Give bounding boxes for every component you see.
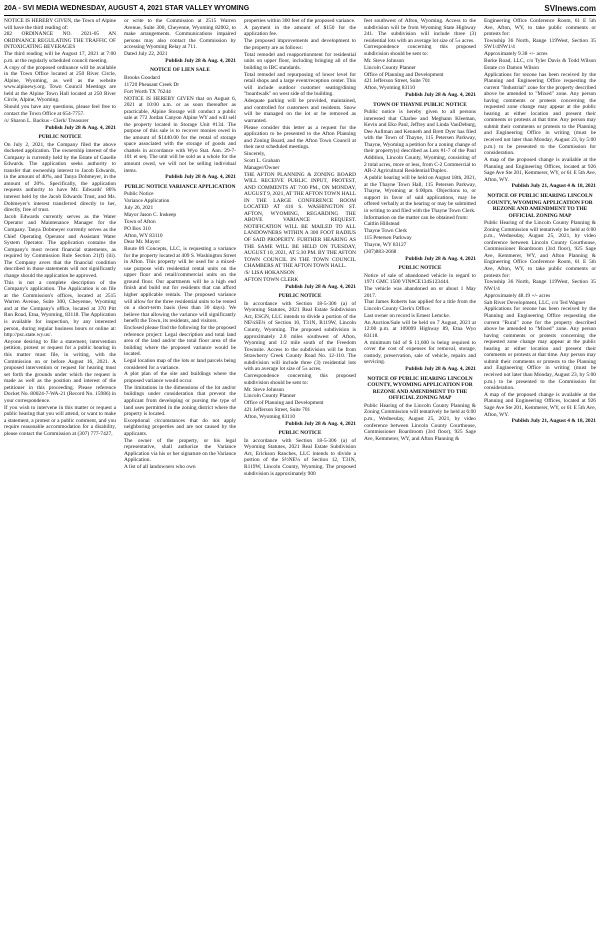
publish-line: Publish July 28 & Aug. 4, 2021 [165, 57, 236, 64]
column-2 [124, 18, 236, 925]
notice-paragraph: On July 2, 2021, the Company filed the above docketed application. The ownership interest of the Company is currently held by the Estate of Gaselle Edwards. The application seeks authority to transfer that ownership interest to Jacob Edwards, in the amount of 40%, and Tanya Dobmeyer, in the amount of 20%. Specifically, the application requests authority to have Mr. Edwards' 80% interest held by the Jacob Edwards Trust, and Ms. Dobmeyer's interest transferred directly to her, directly, free of trust. [4, 141, 116, 214]
notice-paragraph: Adequate parking will be provided, maintained, and controlled for customers and residents. Snow will be managed on the lot or be removed as warranted. [244, 98, 356, 124]
notice-paragraph: The owner of the property, or his legal representative, shall authorize the Variance Application via his or her signature on the Variance Application. [124, 437, 236, 464]
notice-paragraph: A minimum bid of $ 11,600 is being required to cover the cost of expenses for removal, storage, custody, preservation, sale of vehicle, repairs and servicing. [364, 339, 476, 366]
notice-paragraph: (307)883-2668 [364, 248, 397, 255]
publish-line: Publish July 28 & Aug. 4, 2021 [285, 283, 356, 290]
notice-paragraph: NOTICE IS HEREBY GIVEN, the Town of Alpine will have the third reading of: [4, 18, 116, 31]
notice-paragraph: THE AFTON PLANNING & ZONING BOARD WILL RECEIVE PUBLIC INPUT, PROTEST, AND COMMENTS AT 7:00 PM., ON MONDAY, AUGUST 9, 2021, AT THE AFTON TOWN HALL IN THE LARGE CONFERENCE ROOM LOCATED AT 416 S. WASHINGTON ST. AFTON, WYOMING, REGARDING THE ABOVE VARIANCE REQUEST. NOTIFICATION WILL BE MAILED TO ALL LANDOWNERS WITHIN A 300 FOOT RADIUS OF SAID PROPERTY. FURTHER HEARING AS THE SAME WILL BE HELD ON TUESDAY, AUGUST 10, 2021, AT 5:30 PM. BY THE AFTON TOWN COUNCIL IN THE TOWN COUNCIL CHAMBERS AT THE AFTON TOWN HALL. [244, 171, 356, 270]
notice-paragraph: Manager/Owner [244, 164, 280, 171]
notice-paragraph: Burke Road, LLC, c/o Tyler Davis & Todd Wilson Estate c/o Damon Wilson [484, 58, 596, 71]
notice-paragraph: Public notice is hereby given to all persons interested that Charlee and Meghann Kleeman, Kevin and Eko Paul, Jeffrey and Linda VanDeburg, Dee Aullman and Kenneth and Brett Dyer has filed with the Town of Thayne, 115 Petersen Parkway, Thayne, Wyoming a petition for a zoning change of their property(s) described as Lots #1-7 of the Paul Addition, Lincoln County, Wyoming, consisting of 2 total acres, more or less, from C-2 Commercial to AR-2 Agricultural Residential/Duplex. [364, 109, 476, 175]
notice-paragraph: Last owner on record is Ernest Lemcke. [364, 312, 451, 319]
notice-paragraph: Anyone desiring to file a statement, intervention petition, protest or request for a public hearing in this matter must file, in writing, with the Commission on or before August 16, 2021. A proposed intervention or request for hearing must set forth the grounds under which the request is made as well as the position and interest of the petitioner in this proceeding. Please reference Docket No. 80024-7-WA-21 (Record No. 15986) in your correspondence. [4, 338, 116, 404]
notice-paragraph: properties within 300 feet of the proposed variance. [244, 18, 356, 24]
notice-paragraph: Mr. Steve Johnson [244, 386, 284, 393]
notice-paragraph: Dated July 22, 2021 [124, 51, 168, 58]
notice-paragraph: Approximately 48.19 +/- acres [484, 292, 551, 299]
notice-paragraph: or write to the Commission at 2515 Warren Avenue, Suite 300, Cheyenne, Wyoming 82002, to make arrangements. Communications impaired persons may also contact the Commission by accessing Wyoming Relay at 711. [124, 18, 236, 51]
notice-paragraph: /S/ LISA HOKANSON [244, 270, 295, 277]
notice-paragraph: In accordance with Section 18-5-306 (a) of Wyoming Statutes, 2021 Real Estate Subdivision Act, ESGN, LLC intends to divide a portion of the NE¼SE¼ of Section 10, T31N, R119W, Lincoln County, Wyoming. The proposed subdivision is approximately 2.0 miles southwest of Afton, Wyoming and 1/2 mile south of the Freedom Townsite. Access to the subdivision will be from Strawberry Creek County Road No. 12-110. The subdivision will include three (3) residential lots with an average lot size of 5± acres. [244, 300, 356, 373]
notice-paragraph: Scott L. Graham [244, 157, 280, 164]
notice-paragraph: The vehicle was abandoned on or about 1 May 2017. [364, 286, 476, 299]
notice-paragraph: 421 Jefferson Street, Suite 701 [364, 78, 431, 85]
notice-paragraph: 115 Petersen Parkway [364, 235, 412, 242]
notice-paragraph: AFTON TOWN CLERK [244, 276, 299, 283]
notice-heading: NOTICE OF PUBLIC HEARING LINCOLN COUNTY, WYOMING APPLICATION FOR REZONE AND AMENDMENT TO THE OFFICIAL ZONING MAP [367, 375, 473, 402]
notice-heading: TOWN OF THAYNE PUBLIC NOTICE [373, 101, 467, 108]
notice-paragraph: Information on the matter can be obtained from: [364, 214, 469, 221]
notice-paragraph: A map of the proposed change is available at the Planning and Engineering Offices, located at 926 Sage Ave Ste 201, Kemmerer, WY, or 61 E 5th Ave, Afton, WY. [484, 391, 596, 418]
notice-heading: NOTICE OF PUBLIC HEARING LINCOLN COUNTY, WYOMING APPLICATION FOR REZONE AND AMENDMENT TO THE OFFICIAL ZONING MAP [487, 193, 593, 219]
notice-heading: PUBLIC NOTICE [38, 134, 82, 141]
notice-paragraph: NOTICE IS HEREBY GIVEN that on August 6, 2021 at 10:00 a.m. or as soon thereafter as practicable, Alpine Storage will conduct a public sale at 772 Jordan Canyon Alpine WY and will sell the property located in Storage Unit #134. The purpose of this sale is to recover monies owed in the amount of $1440.00 for the rental of storage space associated with the storage of goods and chattels in accordance with Wyo Stat. Ann. 29-7-101 et seq. The unit will be sold as a whole for the amount owed, we will not be selling individual items. [124, 95, 236, 174]
notice-paragraph: Enclosed please find the following for the proposed reference project: Legal description and total land area of the land and/or the total floor area of the building where the proposed variance would be located. [124, 325, 236, 358]
notice-paragraph: Township 36 North, Range 119West, Section 35 SW1/4NW1/4 [484, 37, 596, 51]
notice-paragraph: This is not a complete description of the Company's application. The Application is on file at the Commission's offices, located at 2515 Warren Avenue, Suite 300, Cheyenne, Wyoming and at the Company's office, located at 370 Pitt Run Road, Etna, Wyoming, 83118. The Application is available for inspection, by any interested person, during regular business hours or online at: http://psc.state.wy.us/. [4, 279, 116, 339]
publish-line: Publish July 28 & Aug. 4, 2021 [405, 366, 476, 373]
header-site-name: SVInews.com [544, 3, 596, 13]
notice-paragraph: A public hearing will be held on August 18th, 2021, at the Thayne Town Hall, 115 Petersen Parkway, Thayne, Wyoming at 6:00pm. Objections to, or support in favor of said applications, may be offered verbally at the hearing or may be submitted in writing to and filed with the Thayne Town Clerk. [364, 174, 476, 214]
notice-heading: PUBLIC NOTICE VARIANCE APPLICATION [124, 183, 236, 190]
notice-paragraph: Exceptional circumstances that do not apply neighboring properties and are not caused by the applicants. [124, 417, 236, 437]
notice-paragraph: Thayne Town Clerk [364, 228, 407, 235]
notice-paragraph: A plot plan of the site and buildings where the proposed variance would occur. [124, 371, 236, 385]
notice-paragraph: Caitlin Hillstead [364, 221, 400, 228]
notice-paragraph: In accordance with Section 18-5-306 (a) of Wyoming Statutes, 2021 Real Estate Subdivision Act, Erickson Ranches, LLC intends to divide a portion of the S½NE¼ of Section 12, T31N, R119W, Lincoln County, Wyoming. The proposed subdivision is approximately 900 [244, 437, 356, 477]
column-1 [4, 18, 116, 925]
notice-paragraph: Correspondence concerning this proposed subdivision should be sent to: [364, 44, 476, 58]
notice-heading: PUBLIC NOTICE [398, 265, 442, 272]
notice-heading: PUBLIC NOTICE [278, 430, 322, 437]
column-3 [244, 18, 356, 925]
notice-paragraph: 282 ORDINANCE NO. 2021-05 AN ORDINANCE REGULATING THE TRAFFIC OF INTOXICATING BEVERAGES [4, 31, 116, 51]
publish-line: Publish July 28 & Aug. 4, 2021 [405, 92, 476, 99]
notice-paragraph: 421 Jefferson Street, Suite 701 [244, 407, 311, 414]
notice-paragraph: Lincoln County Planner [244, 393, 296, 400]
notice-paragraph: Sincerely, [244, 151, 266, 158]
notice-paragraph: Mayor Jason C. Inskeep [124, 211, 177, 218]
notice-paragraph: /s/ Sharon L. Backus - Clerk/ Treasurer [4, 117, 89, 124]
notice-paragraph: Total remodel and reapportionment for residential units on upper floor, including bringing all of the building to IBC standards. [244, 51, 356, 71]
column-5 [484, 18, 596, 925]
notice-paragraph: Variance Application [124, 198, 170, 205]
notice-paragraph: Applications for rezone has been received by the Planning and Engineering Office requesting the current "Rural" zone for the property described above be amended to "Mixed" zone. Any person having comments or protests concerning the requested zone change may appear at the public hearing at either location and present their comments or protests at that time. Any person may submit their comments or protests to the Planning and Engineering Office in writing (must be received not later than Monday, August 23, by 5:00 p.m.) to be presented to the Commission for consideration. [484, 306, 596, 392]
notice-paragraph: PO Box 310 [124, 225, 151, 232]
notice-paragraph: An Auction/Sale will be held on 7 August, 2021 at 12:00 p.m. at 109099 Highway 89, Etna Wyo 83118. [364, 319, 476, 339]
notice-paragraph: Should you have any questions, please feel free to contact the Town Office at 654-7757. [4, 104, 116, 117]
notice-paragraph: Correspondence concerning this proposed subdivision should be sent to: [244, 373, 356, 386]
notice-heading: PUBLIC NOTICE [278, 293, 322, 300]
notice-paragraph: Route 89 Concepts, LLC, is requesting a variance for the property located at 409 S. Washington Street in Afton. This property will be used for a mixed-use purpose with residential rental units on the upper floor and retail/commercial units on the ground floor. Our apartments will be a high end finish and build out for residents that can afford higher applicable rentals. The proposed variance will allow for the three residential units to be rented on a short-term basis (less than 30 days). We believe that allowing the variance will significantly benefit the Town, its residents, and visitors. [124, 246, 236, 325]
notice-paragraph: The third reading will be August 17, 2021 at 7:00 p.m. at the regularly scheduled council meeting. [4, 51, 116, 64]
notice-paragraph: Jacob Edwards currently serves as the Water Operator and Maintenance Manager for the Company. Tanya Dobmeyer currently serves as the Chief Operating Operator and Assistant Water System Operator. The application contains the Company's most recent financial statements, as required by Commission Rule Section 21(f) (iii). The Company avers that the financial condition described in those statements will not significantly change should the application be approved. [4, 213, 116, 279]
notice-heading: NOTICE OF LIEN SALE [150, 67, 210, 74]
notice-paragraph: Public Hearing of the Lincoln County Planning & Zoning Commission will tentatively be held at 6:00 p.m., Wednesday, August 25, 2021, by video conference between Lincoln County Courthouse, Commissioner Boardroom (3rd floor), 925 Sage Ave, Kemmerer, WY, and Afton Planning & Engineering Office Conference Room, 61 E 5th Ave, Afton, WY, to take public comments or protests for: [484, 220, 596, 279]
notice-paragraph: The proposed improvements and development to the property are as follows: [244, 38, 356, 51]
notice-paragraph: Salt River Development, LLC, c/o Ted Wagner [484, 299, 586, 306]
notice-paragraph: Approximately 9.38 +/- acres [484, 51, 548, 58]
header-issue-line: 20A - SVI MEDIA WEDNESDAY, AUGUST 4, 2021 STAR VALLEY WYOMING [4, 4, 250, 12]
notice-paragraph: Township 36 North, Range 119West, Section 35 NW1/4 [484, 279, 596, 292]
notice-paragraph: Public Hearing of the Lincoln County Planning & Zoning Commission will tentatively be held at 6:00 p.m., Wednesday, August 25, 2021, by video conference between Lincoln County Courthouse, Commissioner Boardroom (3rd floor), 925 Sage Ave, Kemmerer, WY, and Afton Planning & [364, 402, 476, 442]
publish-line: Publish July 28 & Aug. 4, 2021 [405, 255, 476, 262]
notice-paragraph: Fort Worth TX 76244 [124, 88, 171, 95]
notice-paragraph: Legal location map of the lots or land parcels being considered for a variance. [124, 358, 236, 371]
notice-paragraph: Applications for rezone has been received by the Planning and Engineering Office requesting the current "Industrial" zone for the property described above be amended to "Mixed" zone. Any person having comments or protests concerning the requested zone change may appear at the public hearing at either location and present their comments or protests at that time. Any person may submit their comments or protests to the Planning and Engineering Office in writing (must be received not later than Monday, August 23, by 5:00 p.m.) to be presented to the Commission for consideration. [484, 71, 596, 157]
notice-paragraph: Afton, Wyoming 83110 [364, 85, 416, 92]
notice-paragraph: Town of Afton [124, 218, 156, 225]
column-4 [364, 18, 476, 925]
notice-paragraph: Afton, Wyoming 83110 [244, 413, 296, 420]
notice-paragraph: feet southwest of Afton, Wyoming. Access to the subdivision will be from Wyoming State Highway 241. The subdivision will include three (3) residential lots with an average lot size of 5± acres. [364, 18, 476, 44]
header-rule [4, 15, 596, 16]
notice-paragraph: Office of Planning and Development [364, 71, 444, 78]
notice-paragraph: A list of all landowners who own [124, 464, 196, 471]
notice-paragraph: Engineering Office Conference Room, 61 E 5th Ave, Afton, WY, to take public comments or protests for: [484, 18, 596, 38]
notice-paragraph: The limitations in the dimensions of the lot and/or buildings under consideration that prevent the applicant from developing or pursing the type of land uses permitted in the zoning district where the property is located. [124, 384, 236, 418]
notice-paragraph: A payment in the amount of $150 for the application fee. [244, 24, 356, 38]
page-header [4, 2, 596, 14]
notice-paragraph: Please consider this letter as a request for the application to be presented to the Afton Planning and Zoning Board, and the Afton Town Council at their next scheduled meetings. [244, 124, 356, 151]
publish-line: Publish July 28 & Aug. 4, 2021 [165, 174, 236, 181]
notice-paragraph: Afton, WY 83110 [124, 232, 163, 239]
notice-paragraph: Lincoln County Planner [364, 64, 416, 71]
notice-paragraph: A copy of the proposed ordinance will be available in the Town Office located at 250 River Circle, Alpine, Wyoming, as well as the website www.alpinewy.org. Town Council Meetings are held at the Alpine Town Hall located at 250 River Circle, Alpine, Wyoming. [4, 64, 116, 104]
publish-line: Publish July 21, August 4 & 18, 2021 [511, 418, 596, 425]
notice-paragraph: Total remodel and repurposing of lower level for retail shops and a large event/reception center. This will include outdoor customer seating/dining "boardwalk" on west side of the building. [244, 71, 356, 98]
publish-line: Publish July 28 & Aug. 4, 2021 [285, 420, 356, 427]
notice-paragraph: Brooks Goodard [124, 74, 160, 81]
notice-paragraph: Public Notice [124, 191, 154, 198]
notice-paragraph: Dear Mr. Mayor: [124, 239, 161, 246]
notice-paragraph: A map of the proposed change is available at the Planning and Engineering Offices, located at 926 Sage Ave Ste 201, Kemmerer, WY, or 61 E 5th Ave, Afton, WY. [484, 156, 596, 183]
notice-paragraph: Office of Planning and Development [244, 400, 324, 407]
publish-line: Publish July 28 & Aug. 4, 2021 [45, 124, 116, 131]
notice-paragraph: 11720 Pheasant Creek Dr [124, 81, 180, 88]
notice-paragraph: Mr. Steve Johnson [364, 57, 404, 64]
notice-paragraph: If you wish to intervene in this matter or request a public hearing that you will attend, or want to make a statement, a protest or a public comment, and you require reasonable accommodation for a disability, please contact the Commission at (307) 777-7427, [4, 404, 116, 437]
notice-paragraph: July 26, 2021 [124, 205, 154, 212]
legal-notices-columns [4, 18, 596, 925]
publish-line: Publish July 21, August 4 & 18, 2021 [511, 183, 596, 190]
notice-paragraph: That James Roberts has applied for a title from the Lincoln County Clerk's Office. [364, 299, 476, 313]
notice-paragraph: Thayne, WY 83127 [364, 241, 407, 248]
notice-paragraph: Notice of sale of abandoned vehicle in regard to 1971 GMC 1500 VIN#CE134S123444. [364, 272, 476, 286]
